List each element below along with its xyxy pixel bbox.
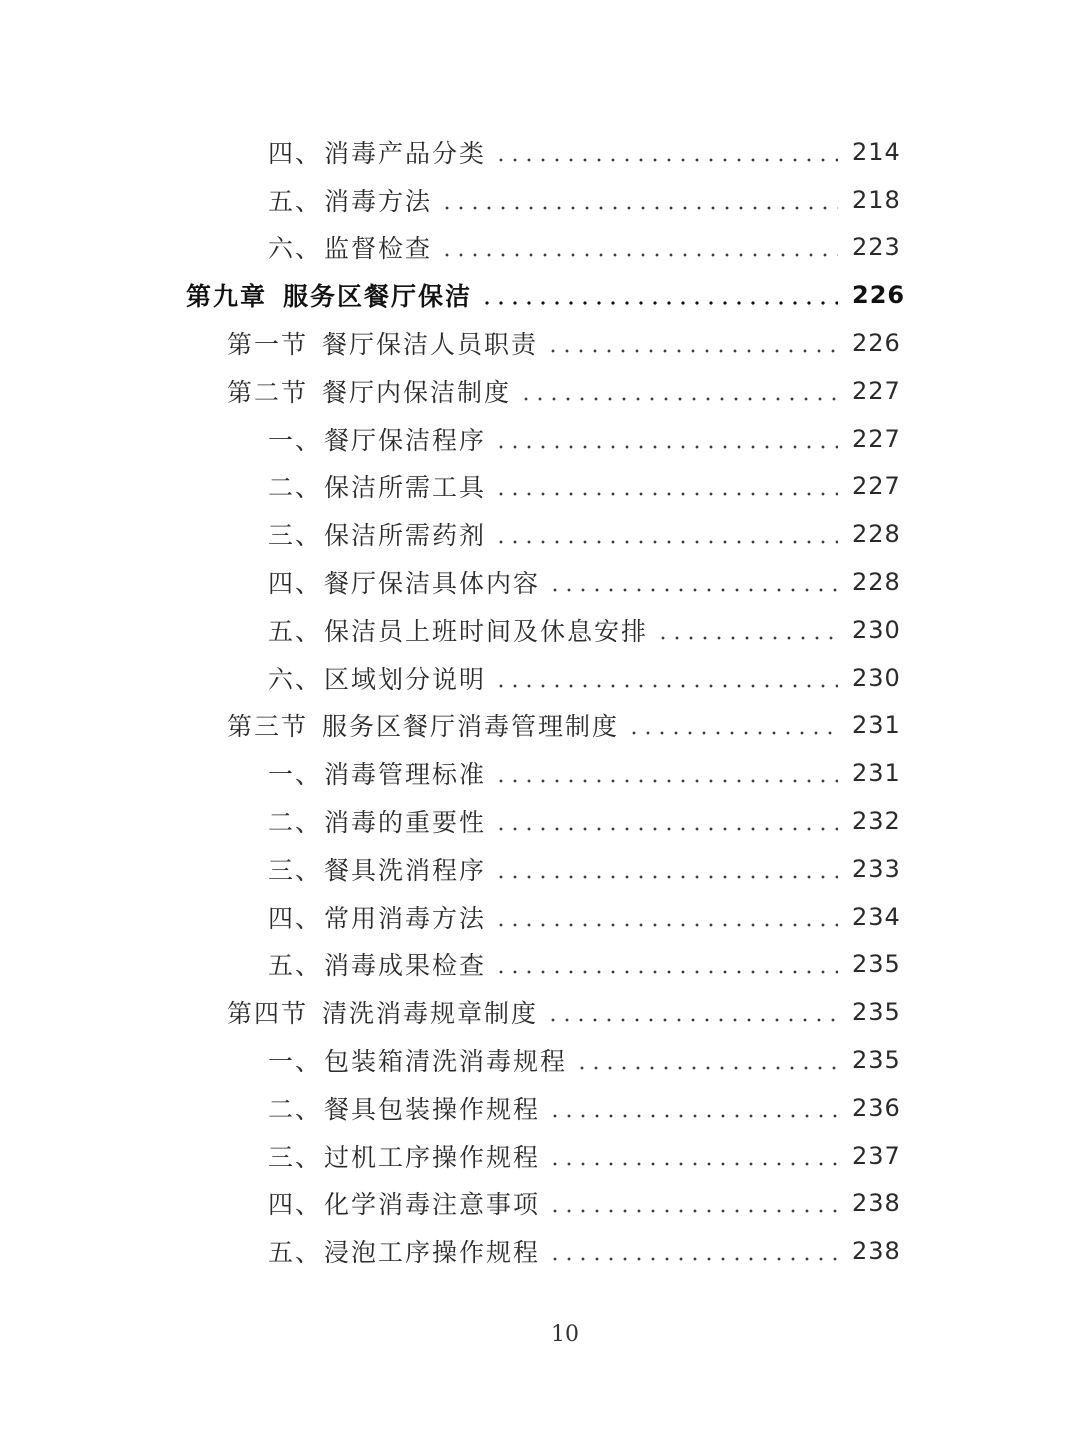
toc-entry-number: 一、 xyxy=(268,760,323,790)
toc-entry-page: 214 xyxy=(852,137,901,166)
toc-entry-page: 234 xyxy=(852,902,901,931)
dot-leader xyxy=(494,827,838,831)
toc-entry-title: 消毒的重要性 xyxy=(324,808,487,838)
toc-entry-page: 228 xyxy=(852,520,901,549)
toc-entry xyxy=(0,893,1080,941)
toc-entry xyxy=(0,415,1080,463)
toc-entry-page: 223 xyxy=(852,233,901,262)
toc-entry xyxy=(0,845,1080,893)
dot-leader xyxy=(656,636,838,640)
dot-leader xyxy=(546,349,838,353)
toc-entry-page: 238 xyxy=(852,1237,901,1266)
toc-entry xyxy=(0,1132,1080,1180)
dot-leader xyxy=(548,1257,838,1261)
toc-entry-page: 238 xyxy=(852,1189,901,1218)
toc-entry-title: 保洁员上班时间及休息安排 xyxy=(324,616,649,646)
toc-entry-number: 二、 xyxy=(268,808,323,838)
toc-entry-page: 227 xyxy=(852,424,901,453)
toc-entry-page: 231 xyxy=(852,711,901,740)
toc-entry-number: 四、 xyxy=(268,1190,323,1220)
toc-entry-title: 浸泡工序操作规程 xyxy=(324,1238,541,1268)
toc-entry-number: 六、 xyxy=(268,234,323,264)
toc-entry xyxy=(0,749,1080,797)
toc-entry-number: 第九章 xyxy=(186,282,268,312)
toc-entry-number: 二、 xyxy=(268,473,323,503)
dot-leader xyxy=(494,540,838,544)
toc-entry xyxy=(0,1036,1080,1084)
toc-entry-number: 三、 xyxy=(268,521,323,551)
toc-entry xyxy=(0,176,1080,224)
toc-entry-title: 清洗消毒规章制度 xyxy=(322,999,539,1029)
toc-entry xyxy=(0,797,1080,845)
toc-entry-title: 包装箱清洗消毒规程 xyxy=(324,1047,568,1077)
dot-leader xyxy=(494,445,838,449)
toc-entry xyxy=(0,988,1080,1036)
toc-entry-title: 保洁所需药剂 xyxy=(324,521,487,551)
toc-entry xyxy=(0,224,1080,272)
toc-entry-title: 消毒方法 xyxy=(324,186,433,216)
toc-entry-number: 三、 xyxy=(268,1142,323,1172)
toc-entry-number: 五、 xyxy=(268,186,323,216)
toc-entry-page: 227 xyxy=(852,376,901,405)
toc-entry-page: 235 xyxy=(852,1046,901,1075)
dot-leader xyxy=(548,1114,838,1118)
dot-leader xyxy=(480,301,838,305)
dot-leader xyxy=(519,397,838,401)
toc-entry xyxy=(0,319,1080,367)
toc-entry xyxy=(0,128,1080,176)
toc-entry-title: 化学消毒注意事项 xyxy=(324,1190,541,1220)
toc-entry xyxy=(0,702,1080,750)
toc-entry-number: 五、 xyxy=(268,1238,323,1268)
toc-entry-title: 区域划分说明 xyxy=(324,664,487,694)
dot-leader xyxy=(548,588,838,592)
toc-entry xyxy=(0,654,1080,702)
toc-entry-number: 第一节 xyxy=(227,330,309,360)
toc-entry-page: 235 xyxy=(852,998,901,1027)
toc-entry-page: 237 xyxy=(852,1141,901,1170)
dot-leader xyxy=(494,158,838,162)
toc-entry-number: 一、 xyxy=(268,425,323,455)
toc-entry-title: 餐厅内保洁制度 xyxy=(322,377,512,407)
toc-entry-page: 232 xyxy=(852,807,901,836)
toc-entry-number: 第二节 xyxy=(227,377,309,407)
toc-entry-title: 过机工序操作规程 xyxy=(324,1142,541,1172)
toc-entry-page: 218 xyxy=(852,185,901,214)
toc-entry-title: 保洁所需工具 xyxy=(324,473,487,503)
toc-entry-number: 三、 xyxy=(268,855,323,885)
toc-entry-title: 服务区餐厅消毒管理制度 xyxy=(322,712,620,742)
dot-leader xyxy=(546,1018,838,1022)
dot-leader xyxy=(494,684,838,688)
dot-leader xyxy=(548,1162,838,1166)
toc-entry-title: 消毒管理标准 xyxy=(324,760,487,790)
toc-entry xyxy=(0,463,1080,511)
toc-entry xyxy=(0,1227,1080,1275)
toc-entry-page: 228 xyxy=(852,568,901,597)
toc-entry-number: 四、 xyxy=(268,903,323,933)
dot-leader xyxy=(494,875,838,879)
toc-entry xyxy=(0,606,1080,654)
toc-entry-title: 服务区餐厅保洁 xyxy=(283,282,473,312)
toc-entry xyxy=(0,1180,1080,1228)
toc-entry-title: 餐具洗消程序 xyxy=(324,855,487,885)
toc-entry-title: 常用消毒方法 xyxy=(324,903,487,933)
toc-entry-title: 消毒成果检查 xyxy=(324,951,487,981)
toc-entry-number: 第四节 xyxy=(227,999,309,1029)
toc-entry-title: 消毒产品分类 xyxy=(324,138,487,168)
toc-entry-page: 233 xyxy=(852,854,901,883)
toc-entry-number: 二、 xyxy=(268,1094,323,1124)
toc-entry xyxy=(0,367,1080,415)
toc-entry-page: 231 xyxy=(852,759,901,788)
table-of-contents xyxy=(0,128,1080,1275)
toc-entry-title: 餐厅保洁人员职责 xyxy=(322,330,539,360)
page-number: 10 xyxy=(551,1322,579,1347)
toc-entry-number: 四、 xyxy=(268,138,323,168)
dot-leader xyxy=(494,779,838,783)
toc-entry-number: 六、 xyxy=(268,664,323,694)
toc-entry xyxy=(0,510,1080,558)
dot-leader xyxy=(627,731,838,735)
dot-leader xyxy=(440,206,838,210)
toc-entry-page: 230 xyxy=(852,663,901,692)
toc-entry-number: 五、 xyxy=(268,616,323,646)
dot-leader xyxy=(575,1066,838,1070)
toc-entry-title: 餐具包装操作规程 xyxy=(324,1094,541,1124)
toc-entry-page: 227 xyxy=(852,472,901,501)
toc-entry xyxy=(0,558,1080,606)
toc-entry-page: 226 xyxy=(852,329,901,358)
dot-leader xyxy=(494,492,838,496)
dot-leader xyxy=(440,253,838,257)
toc-entry-number: 第三节 xyxy=(227,712,309,742)
toc-entry-title: 监督检查 xyxy=(324,234,433,264)
toc-entry xyxy=(0,271,1080,319)
toc-entry-page: 230 xyxy=(852,615,901,644)
toc-entry-title: 餐厅保洁具体内容 xyxy=(324,569,541,599)
toc-entry-page: 236 xyxy=(852,1093,901,1122)
toc-entry-page: 226 xyxy=(852,281,906,310)
toc-entry-number: 四、 xyxy=(268,569,323,599)
toc-entry xyxy=(0,941,1080,989)
dot-leader xyxy=(494,970,838,974)
dot-leader xyxy=(548,1209,838,1213)
toc-entry-number: 一、 xyxy=(268,1047,323,1077)
toc-entry xyxy=(0,1084,1080,1132)
toc-entry-page: 235 xyxy=(852,950,901,979)
toc-entry-title: 餐厅保洁程序 xyxy=(324,425,487,455)
dot-leader xyxy=(494,923,838,927)
toc-entry-number: 五、 xyxy=(268,951,323,981)
